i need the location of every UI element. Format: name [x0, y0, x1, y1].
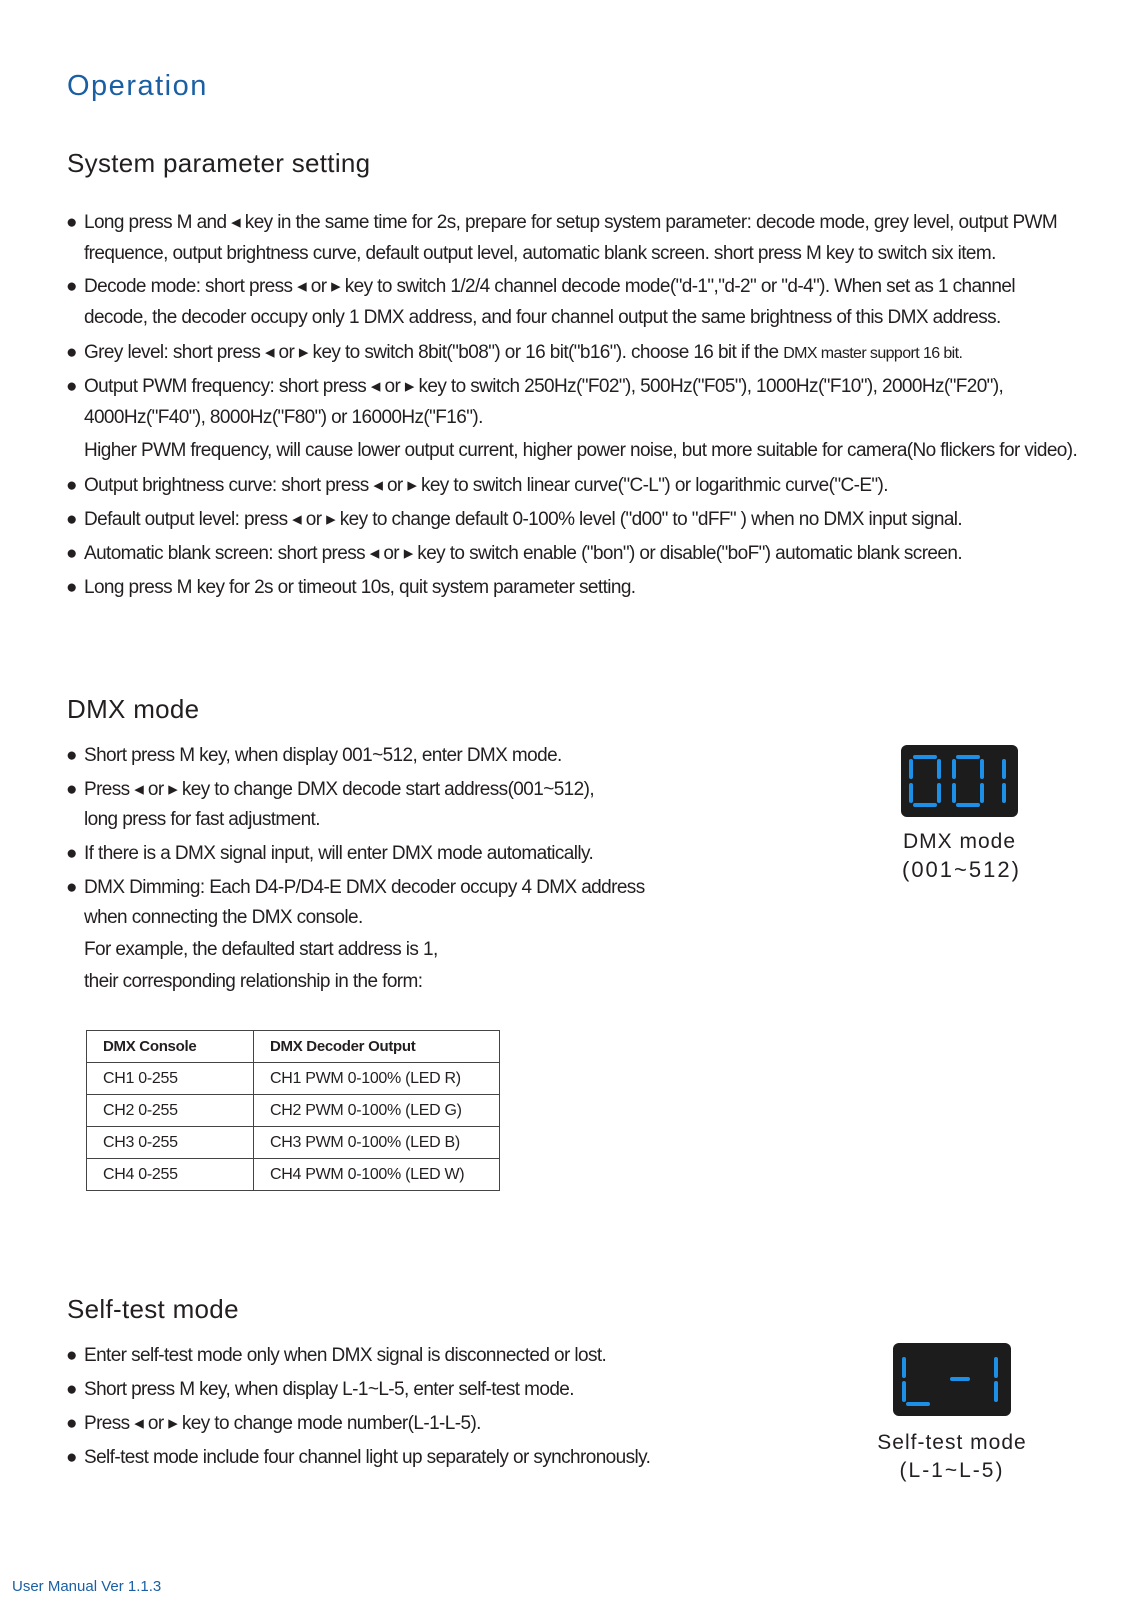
dmx-display — [901, 745, 1018, 817]
list-item-text: when connecting the DMX console. — [84, 907, 363, 928]
list-item-note: DMX master support 16 bit. — [783, 345, 963, 362]
table-row — [87, 1095, 500, 1127]
self-test-display — [893, 1343, 1011, 1416]
list-item — [66, 1374, 574, 1406]
list-item-text: DMX Dimming: Each D4-P/D4-E DMX decoder occupy 4 DMX address — [84, 877, 645, 898]
list-item-text: Output brightness curve: short press ◂ or ▸ key to switch linear curve("C-L") or logarithmic curve("C-E"). — [84, 475, 888, 496]
list-item — [66, 504, 962, 536]
list-item — [66, 872, 645, 904]
system-parameter-heading: System parameter setting — [67, 148, 371, 178]
dmx-display-caption: DMX mode — [903, 830, 1017, 853]
bullet-icon: ● — [66, 342, 77, 363]
bullet-icon: ● — [66, 1413, 77, 1434]
list-item-text: Higher PWM frequency, will cause lower output current, higher power noise, but more suitable for camera(No flickers for video). — [84, 440, 1078, 461]
table-header-console: DMX Console — [87, 1031, 254, 1063]
list-item-continuation — [84, 966, 422, 998]
list-item-text: Automatic blank screen: short press ◂ or ▸ key to switch enable ("bon") or disable("boF") automatic blank screen. — [84, 543, 963, 564]
table-row — [87, 1063, 500, 1095]
bullet-icon: ● — [66, 376, 77, 397]
list-item-text: their corresponding relationship in the form: — [84, 971, 423, 992]
list-item-text: Default output level: press ◂ or ▸ key to change default 0-100% level ("d00" to "dFF" ) when no DMX input signal. — [84, 509, 963, 530]
list-item-continuation — [84, 402, 483, 434]
list-item-text: Long press M and ◂ key in the same time for 2s, prepare for setup system parameter: decode mode, grey level, output PWM — [84, 212, 1058, 233]
table-cell: CH1 PWM 0-100% (LED R) — [254, 1063, 500, 1095]
list-item — [66, 1442, 650, 1474]
list-item — [66, 207, 1057, 239]
list-item — [66, 538, 962, 570]
list-item-text: Grey level: short press ◂ or ▸ key to switch 8bit("b08") or 16 bit("b16"). choose 16 bit if the — [84, 342, 779, 363]
list-item-text: If there is a DMX signal input, will enter DMX mode automatically. — [84, 843, 594, 864]
table-header-output: DMX Decoder Output — [254, 1031, 500, 1063]
bullet-icon: ● — [66, 877, 77, 898]
list-item — [66, 1408, 481, 1440]
list-item-continuation — [84, 238, 996, 270]
table-cell: CH2 0-255 — [87, 1095, 254, 1127]
bullet-icon: ● — [66, 475, 77, 496]
list-item-text: Short press M key, when display L-1~L-5, enter self-test mode. — [84, 1379, 574, 1400]
list-item-text: Long press M key for 2s or timeout 10s, quit system parameter setting. — [84, 577, 636, 598]
table-cell: CH3 0-255 — [87, 1127, 254, 1159]
dmx-mapping-table — [86, 1030, 500, 1191]
table-cell: CH4 0-255 — [87, 1159, 254, 1191]
list-item-continuation — [84, 902, 363, 934]
self-test-heading: Self-test mode — [67, 1294, 239, 1324]
seven-segment-001-icon — [901, 745, 1018, 817]
list-item-text: Decode mode: short press ◂ or ▸ key to switch 1/2/4 channel decode mode("d-1","d-2" or "d-4"). When set as 1 channel — [84, 276, 1015, 297]
list-item-text: For example, the defaulted start address is 1, — [84, 939, 438, 960]
bullet-icon: ● — [66, 212, 77, 233]
table-cell: CH1 0-255 — [87, 1063, 254, 1095]
table-cell: CH4 PWM 0-100% (LED W) — [254, 1159, 500, 1191]
bullet-icon: ● — [66, 779, 77, 800]
bullet-icon: ● — [66, 509, 77, 530]
table-row — [87, 1159, 500, 1191]
list-item-text: frequence, output brightness curve, default output level, automatic blank screen. short press M key to switch six item. — [84, 243, 996, 264]
list-item-continuation — [84, 302, 1001, 334]
bullet-icon: ● — [66, 543, 77, 564]
list-item — [66, 838, 593, 870]
list-item-text: Short press M key, when display 001~512, enter DMX mode. — [84, 745, 562, 766]
list-item — [66, 1340, 606, 1372]
footer-version: User Manual Ver 1.1.3 — [12, 1578, 162, 1595]
bullet-icon: ● — [66, 745, 77, 766]
bullet-icon: ● — [66, 577, 77, 598]
list-item-text: long press for fast adjustment. — [84, 809, 320, 830]
page-title: Operation — [67, 70, 208, 102]
dmx-display-range: (001~512) — [902, 857, 1021, 882]
list-item-continuation — [84, 435, 1077, 467]
seven-segment-l1-icon — [893, 1343, 1011, 1416]
list-item-text: decode, the decoder occupy only 1 DMX address, and four channel output the same brightness of this DMX address. — [84, 307, 1001, 328]
dmx-mode-heading: DMX mode — [67, 694, 200, 724]
bullet-icon: ● — [66, 1345, 77, 1366]
list-item — [66, 337, 962, 370]
bullet-icon: ● — [66, 276, 77, 297]
self-test-range: (L-1~L-5) — [899, 1459, 1005, 1482]
bullet-icon: ● — [66, 843, 77, 864]
list-item-text: Enter self-test mode only when DMX signal is disconnected or lost. — [84, 1345, 607, 1366]
list-item-text: Output PWM frequency: short press ◂ or ▸ key to switch 250Hz("F02"), 500Hz("F05"), 1000Hz("F10"), 2000Hz("F20"), — [84, 376, 1004, 397]
table-cell: CH3 PWM 0-100% (LED B) — [254, 1127, 500, 1159]
list-item — [66, 774, 594, 806]
bullet-icon: ● — [66, 1379, 77, 1400]
self-test-caption: Self-test mode — [877, 1431, 1027, 1454]
list-item — [66, 740, 562, 772]
list-item-text: Press ◂ or ▸ key to change DMX decode start address(001~512), — [84, 779, 595, 800]
list-item-text: 4000Hz("F40"), 8000Hz("F80") or 16000Hz("F16"). — [84, 407, 483, 428]
list-item — [66, 271, 1015, 303]
bullet-icon: ● — [66, 1447, 77, 1468]
table-cell: CH2 PWM 0-100% (LED G) — [254, 1095, 500, 1127]
list-item — [66, 371, 1003, 403]
table-row — [87, 1127, 500, 1159]
list-item — [66, 572, 635, 604]
table-header-row — [87, 1031, 500, 1063]
list-item-continuation — [84, 934, 438, 966]
list-item — [66, 470, 888, 502]
list-item-continuation — [84, 804, 320, 836]
list-item-text: Self-test mode include four channel light up separately or synchronously. — [84, 1447, 651, 1468]
list-item-text: Press ◂ or ▸ key to change mode number(L-1-L-5). — [84, 1413, 481, 1434]
